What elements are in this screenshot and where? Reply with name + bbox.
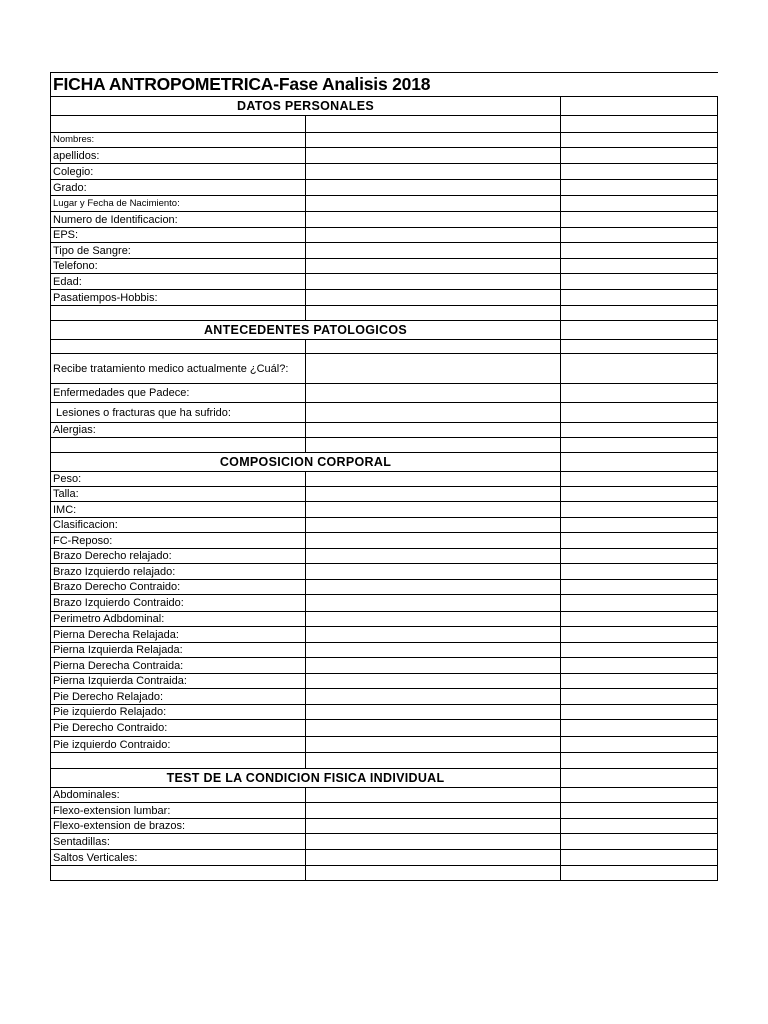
extra-cell[interactable] (561, 196, 718, 212)
extra-cell[interactable] (561, 212, 718, 228)
label-numero-identificacion: Numero de Identificacion: (51, 212, 306, 228)
extra-cell[interactable] (561, 595, 718, 612)
form-row (51, 148, 718, 164)
spacer-row (51, 753, 718, 769)
label-lesiones: Lesiones o fracturas que ha sufrido: (51, 403, 306, 423)
input-tratamiento[interactable] (306, 354, 561, 384)
label-talla: Talla: (51, 487, 306, 502)
label-pie-izq-rel: Pie izquierdo Relajado: (51, 705, 306, 720)
input-brazo-der-rel[interactable] (306, 549, 561, 564)
extra-cell[interactable] (561, 705, 718, 720)
spacer-row (51, 866, 718, 881)
extra-cell[interactable] (561, 274, 718, 290)
extra-cell[interactable] (561, 487, 718, 502)
form-row (51, 259, 718, 274)
input-imc[interactable] (306, 502, 561, 518)
form-row (51, 518, 718, 533)
form-title: FICHA ANTROPOMETRICA-Fase Analisis 2018 (53, 74, 431, 94)
input-telefono[interactable] (306, 259, 561, 274)
extra-cell[interactable] (561, 403, 718, 423)
input-numero-identificacion[interactable] (306, 212, 561, 228)
extra-cell[interactable] (561, 803, 718, 819)
form-row (51, 180, 718, 196)
input-lugar-fecha-nacimiento[interactable] (306, 196, 561, 212)
section-header-test: TEST DE LA CONDICION FISICA INDIVIDUAL (51, 769, 561, 788)
form-row (51, 133, 718, 148)
label-pie-der-con: Pie Derecho Contraido: (51, 720, 306, 737)
label-tratamiento: Recibe tratamiento medico actualmente ¿Cuál?: (51, 354, 306, 384)
input-talla[interactable] (306, 487, 561, 502)
extra-cell[interactable] (561, 518, 718, 533)
extra-cell[interactable] (561, 819, 718, 834)
form-row (51, 228, 718, 243)
form-row (51, 423, 718, 438)
input-pie-der-con[interactable] (306, 720, 561, 737)
section-header-datos-personales: DATOS PERSONALES (51, 97, 561, 116)
form-row (51, 487, 718, 502)
input-eps[interactable] (306, 228, 561, 243)
label-pie-izq-con: Pie izquierdo Contraido: (51, 737, 306, 753)
input-apellidos[interactable] (306, 148, 561, 164)
input-brazo-izq-con[interactable] (306, 595, 561, 612)
label-pasatiempos: Pasatiempos-Hobbis: (51, 290, 306, 306)
input-pie-izq-rel[interactable] (306, 705, 561, 720)
input-tipo-sangre[interactable] (306, 243, 561, 259)
label-pie-der-rel: Pie Derecho Relajado: (51, 689, 306, 705)
label-apellidos: apellidos: (51, 148, 306, 164)
extra-cell[interactable] (561, 658, 718, 674)
input-abdominales[interactable] (306, 788, 561, 803)
form-row (51, 243, 718, 259)
extra-cell[interactable] (561, 564, 718, 580)
form-row (51, 850, 718, 866)
input-fc-reposo[interactable] (306, 533, 561, 549)
label-pierna-izq-rel: Pierna Izquierda Relajada: (51, 643, 306, 658)
label-grado: Grado: (51, 180, 306, 196)
form-row (51, 737, 718, 753)
form-row (51, 689, 718, 705)
input-peso[interactable] (306, 472, 561, 487)
extra-cell[interactable] (561, 472, 718, 487)
label-flexo-lumbar: Flexo-extension lumbar: (51, 803, 306, 819)
label-clasificacion: Clasificacion: (51, 518, 306, 533)
extra-cell[interactable] (561, 834, 718, 850)
form-row (51, 212, 718, 228)
label-perimetro: Perimetro Adbdominal: (51, 612, 306, 627)
extra-cell[interactable] (561, 689, 718, 705)
label-enfermedades: Enfermedades que Padece: (51, 384, 306, 403)
form-table (50, 96, 718, 881)
form-row (51, 658, 718, 674)
label-pierna-der-rel: Pierna Derecha Relajada: (51, 627, 306, 643)
form-row (51, 533, 718, 549)
spacer-row (51, 340, 718, 354)
spacer-row (51, 116, 718, 133)
input-flexo-lumbar[interactable] (306, 803, 561, 819)
label-brazo-der-con: Brazo Derecho Contraido: (51, 580, 306, 595)
form-row (51, 580, 718, 595)
extra-cell[interactable] (561, 788, 718, 803)
section-header-row (51, 453, 718, 472)
label-brazo-izq-rel: Brazo Izquierdo relajado: (51, 564, 306, 580)
extra-cell[interactable] (561, 228, 718, 243)
input-pierna-der-con[interactable] (306, 658, 561, 674)
form-row (51, 354, 718, 384)
extra-cell[interactable] (561, 850, 718, 866)
form-row (51, 472, 718, 487)
input-pierna-der-rel[interactable] (306, 627, 561, 643)
input-sentadillas[interactable] (306, 834, 561, 850)
label-saltos: Saltos Verticales: (51, 850, 306, 866)
extra-cell[interactable] (561, 354, 718, 384)
input-perimetro[interactable] (306, 612, 561, 627)
extra-cell[interactable] (561, 259, 718, 274)
extra-cell[interactable] (561, 423, 718, 438)
form-row (51, 502, 718, 518)
form-row (51, 834, 718, 850)
form-row (51, 627, 718, 643)
input-colegio[interactable] (306, 164, 561, 180)
form-row (51, 403, 718, 423)
extra-cell[interactable] (561, 549, 718, 564)
input-brazo-der-con[interactable] (306, 580, 561, 595)
form-row (51, 564, 718, 580)
extra-cell[interactable] (561, 148, 718, 164)
extra-cell[interactable] (561, 643, 718, 658)
form-row (51, 819, 718, 834)
label-alergias: Alergias: (51, 423, 306, 438)
form-row (51, 643, 718, 658)
anthropometric-form (50, 72, 718, 881)
form-row (51, 612, 718, 627)
form-row (51, 274, 718, 290)
form-row (51, 803, 718, 819)
input-alergias[interactable] (306, 423, 561, 438)
extra-cell[interactable] (561, 580, 718, 595)
extra-cell[interactable] (561, 533, 718, 549)
input-nombres[interactable] (306, 133, 561, 148)
form-row (51, 674, 718, 689)
extra-cell[interactable] (561, 627, 718, 643)
label-lugar-fecha-nacimiento: Lugar y Fecha de Nacimiento: (51, 196, 306, 212)
form-row (51, 549, 718, 564)
section-header-row (51, 769, 718, 788)
empty-cell (561, 453, 718, 472)
form-row (51, 196, 718, 212)
label-pierna-der-con: Pierna Derecha Contraida: (51, 658, 306, 674)
section-header-row (51, 97, 718, 116)
form-row (51, 384, 718, 403)
input-pierna-izq-rel[interactable] (306, 643, 561, 658)
input-pie-der-rel[interactable] (306, 689, 561, 705)
label-telefono: Telefono: (51, 259, 306, 274)
input-pasatiempos[interactable] (306, 290, 561, 306)
extra-cell[interactable] (561, 290, 718, 306)
spacer-row (51, 438, 718, 453)
label-abdominales: Abdominales: (51, 788, 306, 803)
extra-cell[interactable] (561, 243, 718, 259)
input-lesiones[interactable] (306, 403, 561, 423)
extra-cell[interactable] (561, 164, 718, 180)
extra-cell[interactable] (561, 720, 718, 737)
form-row (51, 720, 718, 737)
label-flexo-brazos: Flexo-extension de brazos: (51, 819, 306, 834)
form-row (51, 290, 718, 306)
label-imc: IMC: (51, 502, 306, 518)
section-header-composicion: COMPOSICION CORPORAL (51, 453, 561, 472)
label-nombres: Nombres: (51, 133, 306, 148)
extra-cell[interactable] (561, 180, 718, 196)
extra-cell[interactable] (561, 133, 718, 148)
input-grado[interactable] (306, 180, 561, 196)
empty-cell (561, 321, 718, 340)
form-title-row (50, 72, 718, 96)
input-enfermedades[interactable] (306, 384, 561, 403)
input-brazo-izq-rel[interactable] (306, 564, 561, 580)
extra-cell[interactable] (561, 674, 718, 689)
form-row (51, 788, 718, 803)
form-row (51, 164, 718, 180)
label-pierna-izq-con: Pierna Izquierda Contraida: (51, 674, 306, 689)
input-pie-izq-con[interactable] (306, 737, 561, 753)
form-row (51, 595, 718, 612)
section-header-row (51, 321, 718, 340)
form-row (51, 705, 718, 720)
spacer-row (51, 306, 718, 321)
label-brazo-izq-con: Brazo Izquierdo Contraido: (51, 595, 306, 612)
input-pierna-izq-con[interactable] (306, 674, 561, 689)
label-brazo-der-rel: Brazo Derecho relajado: (51, 549, 306, 564)
label-tipo-sangre: Tipo de Sangre: (51, 243, 306, 259)
label-fc-reposo: FC-Reposo: (51, 533, 306, 549)
extra-cell[interactable] (561, 502, 718, 518)
empty-cell (561, 769, 718, 788)
extra-cell[interactable] (561, 384, 718, 403)
input-saltos[interactable] (306, 850, 561, 866)
input-clasificacion[interactable] (306, 518, 561, 533)
empty-cell (561, 97, 718, 116)
extra-cell[interactable] (561, 737, 718, 753)
input-flexo-brazos[interactable] (306, 819, 561, 834)
label-edad: Edad: (51, 274, 306, 290)
extra-cell[interactable] (561, 612, 718, 627)
section-header-antecedentes: ANTECEDENTES PATOLOGICOS (51, 321, 561, 340)
label-peso: Peso: (51, 472, 306, 487)
label-sentadillas: Sentadillas: (51, 834, 306, 850)
label-eps: EPS: (51, 228, 306, 243)
label-colegio: Colegio: (51, 164, 306, 180)
input-edad[interactable] (306, 274, 561, 290)
